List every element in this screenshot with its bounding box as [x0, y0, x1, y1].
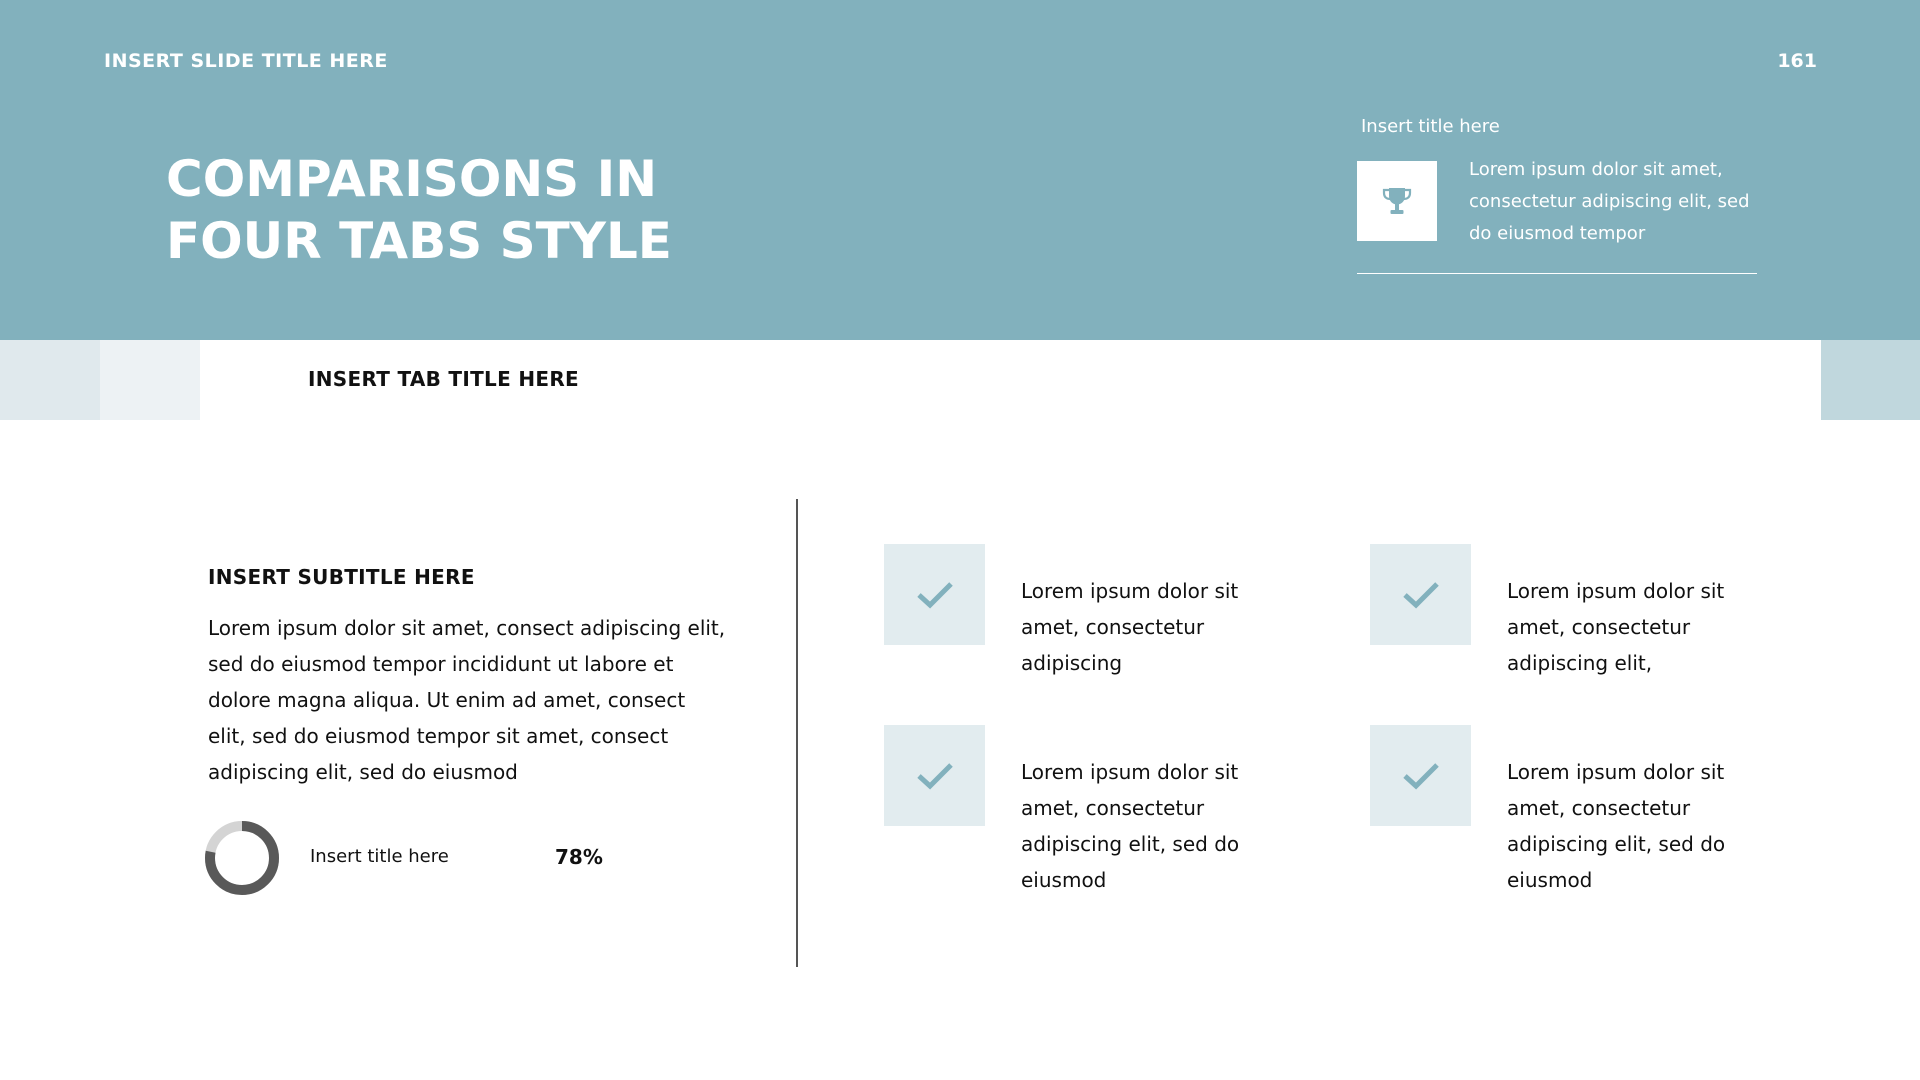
card-underline — [1357, 273, 1757, 274]
tab-strip — [0, 340, 1920, 420]
main-title — [166, 148, 866, 272]
body-text: Lorem ipsum dolor sit amet, consect adipiscing elit, sed do eiusmod tempor incididunt ut labore et dolore magna aliqua. Ut enim ad amet, consect elit, sed do eiusmod tempor sit amet, consect adipiscing elit, sed do eiusmod — [208, 616, 726, 784]
check-text-1: Lorem ipsum dolor sit amet, consectetur adipiscing — [1021, 579, 1239, 675]
check-box-1 — [884, 544, 985, 645]
card-title: Insert title here — [1361, 116, 1500, 137]
page-number: 161 — [1777, 50, 1817, 72]
tab-1[interactable] — [0, 340, 100, 420]
tab-title: INSERT TAB TITLE HERE — [308, 367, 579, 391]
card-text: Lorem ipsum dolor sit amet, consectetur adipiscing elit, sed do eiusmod tempor — [1469, 159, 1750, 244]
header-band — [0, 0, 1920, 340]
check-box-2 — [1370, 544, 1471, 645]
progress-label: Insert title here — [310, 846, 449, 867]
check-text-3: Lorem ipsum dolor sit amet, consectetur adipiscing elit, sed do eiusmod — [1021, 760, 1240, 892]
check-box-4 — [1370, 725, 1471, 826]
progress-ring — [204, 820, 280, 896]
tab-2[interactable] — [100, 340, 200, 420]
checkmark-icon — [915, 580, 955, 610]
card-icon-box — [1357, 161, 1437, 241]
progress-value: 78% — [555, 845, 603, 869]
checkmark-icon — [915, 761, 955, 791]
subtitle: INSERT SUBTITLE HERE — [208, 565, 475, 589]
checkmark-icon — [1401, 761, 1441, 791]
check-text-4: Lorem ipsum dolor sit amet, consectetur adipiscing elit, sed do eiusmod — [1507, 760, 1726, 892]
main-title-line-1: COMPARISONS IN — [166, 150, 658, 208]
checkmark-icon — [1401, 580, 1441, 610]
check-text-2: Lorem ipsum dolor sit amet, consectetur adipiscing elit, — [1507, 579, 1725, 675]
slide-title: INSERT SLIDE TITLE HERE — [104, 50, 388, 72]
vertical-divider — [796, 499, 798, 967]
tab-4[interactable] — [1821, 340, 1920, 420]
trophy-icon — [1380, 184, 1414, 218]
main-title-line-2: FOUR TABS STYLE — [166, 212, 672, 270]
check-box-3 — [884, 725, 985, 826]
